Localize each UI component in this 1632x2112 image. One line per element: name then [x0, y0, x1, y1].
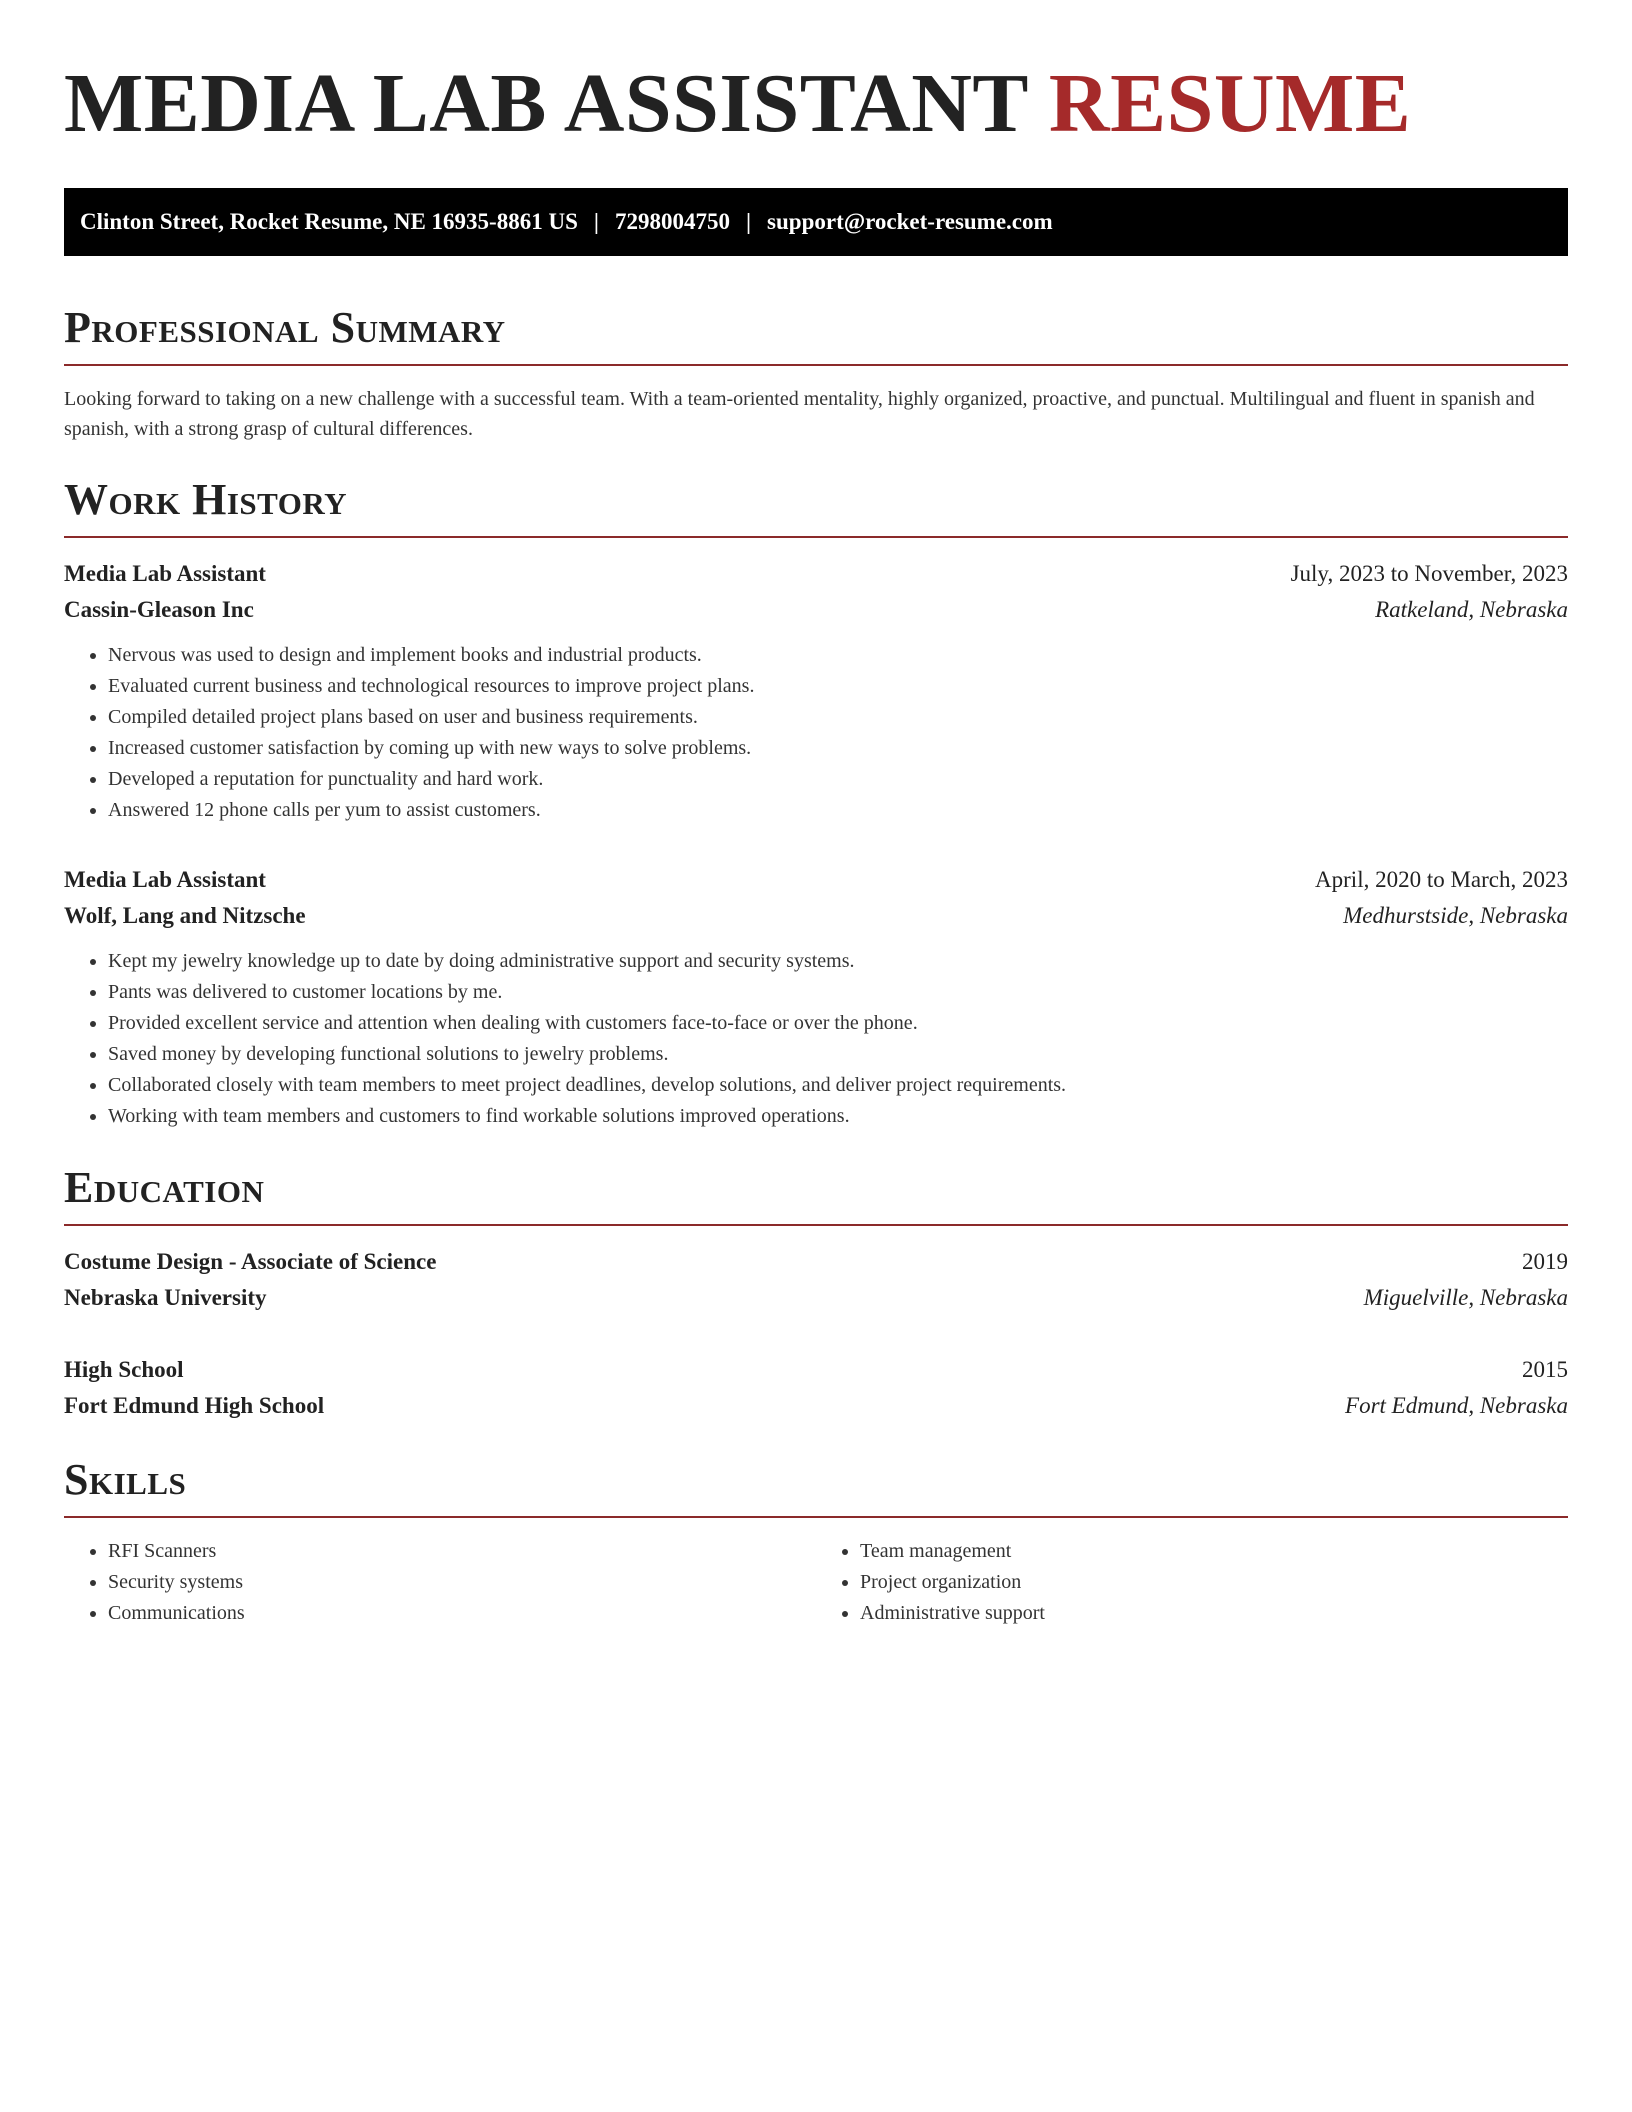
resume-title [64, 56, 1568, 152]
job-dates: July, 2023 to November, 2023 [1290, 561, 1568, 586]
skill-item: • Project organization [860, 1567, 1568, 1598]
education-degree: Costume Design - Associate of Science [64, 1249, 437, 1274]
job-bullets [64, 946, 1568, 1132]
education-degree: High School [64, 1357, 184, 1382]
job-company-row [64, 898, 1568, 934]
skill-item: • Administrative support [860, 1598, 1568, 1629]
job-title: Media Lab Assistant [64, 867, 266, 892]
education-school: Nebraska University [64, 1285, 267, 1310]
skill-item: • Team management [860, 1536, 1568, 1567]
contact-separator: | [593, 209, 599, 234]
job-entry [64, 556, 1568, 826]
section-divider [64, 1224, 1568, 1226]
education-school-row [64, 1280, 1568, 1316]
job-company-row [64, 592, 1568, 628]
contact-separator: | [745, 209, 752, 234]
title-main: MEDIA LAB ASSISTANT [64, 57, 1028, 150]
summary-text: Looking forward to taking on a new challenge with a successful team. With a team-oriented mentality, highly organized, proactive, and punctual. Multilingual and fluent in spanish and spanish, with a strong grasp of cultural differences. [64, 388, 1535, 440]
education-school-row [64, 1388, 1568, 1424]
skills-heading: Skills [64, 1455, 187, 1504]
job-bullet: • Nervous was used to design and implement books and industrial products. [108, 640, 1568, 671]
section-divider [64, 364, 1568, 366]
job-entry [64, 862, 1568, 1132]
education-school: Fort Edmund High School [64, 1393, 325, 1418]
job-company: Cassin-Gleason Inc [64, 597, 254, 622]
skills-grid [64, 1536, 1568, 1629]
contact-address: Clinton Street, Rocket Resume, NE 16935-8861 US [80, 209, 578, 234]
education-entry [64, 1244, 1568, 1316]
job-bullets [64, 640, 1568, 826]
job-bullet: • Kept my jewelry knowledge up to date by doing administrative support and security systems. [108, 946, 1568, 977]
job-bullet: • Evaluated current business and technological resources to improve project plans. [108, 671, 1568, 702]
education-location: Fort Edmund, Nebraska [1345, 1393, 1568, 1418]
job-header-row [64, 556, 1568, 592]
job-bullet: • Saved money by developing functional solutions to jewelry problems. [108, 1039, 1568, 1070]
education-location: Miguelville, Nebraska [1363, 1285, 1568, 1310]
skill-item: • Security systems [108, 1567, 816, 1598]
job-header-row [64, 862, 1568, 898]
job-bullet: • Working with team members and customers to find workable solutions improved operations. [108, 1101, 1568, 1132]
summary-heading: Professional Summary [64, 303, 506, 352]
education-header-row [64, 1244, 1568, 1280]
job-bullet: • Collaborated closely with team members to meet project deadlines, develop solutions, and deliver project requirements. [108, 1070, 1568, 1101]
education-year: 2015 [1522, 1357, 1568, 1382]
skills-column-right [816, 1536, 1568, 1629]
job-location: Ratkeland, Nebraska [1375, 597, 1568, 622]
contact-phone: 7298004750 [614, 209, 730, 234]
education-heading: Education [64, 1163, 265, 1212]
skill-item: • RFI Scanners [108, 1536, 816, 1567]
job-bullet: • Provided excellent service and attention when dealing with customers face-to-face or over the phone. [108, 1008, 1568, 1039]
skill-item: • Communications [108, 1598, 816, 1629]
job-dates: April, 2020 to March, 2023 [1315, 867, 1568, 892]
job-location: Medhurstside, Nebraska [1343, 903, 1568, 928]
education-entry [64, 1352, 1568, 1424]
job-bullet: • Increased customer satisfaction by coming up with new ways to solve problems. [108, 733, 1568, 764]
contact-email: support@rocket-resume.com [767, 209, 1053, 234]
job-title: Media Lab Assistant [64, 561, 266, 586]
education-year: 2019 [1522, 1249, 1568, 1274]
section-divider [64, 1516, 1568, 1518]
skills-column-left [64, 1536, 816, 1629]
job-bullet: • Developed a reputation for punctuality and hard work. [108, 764, 1568, 795]
job-company: Wolf, Lang and Nitzsche [64, 903, 306, 928]
education-header-row [64, 1352, 1568, 1388]
job-bullet: • Pants was delivered to customer locations by me. [108, 977, 1568, 1008]
job-bullet: • Answered 12 phone calls per yum to assist customers. [108, 795, 1568, 826]
contact-bar [64, 188, 1568, 256]
title-accent: RESUME [1048, 57, 1412, 150]
job-bullet: • Compiled detailed project plans based on user and business requirements. [108, 702, 1568, 733]
work-history-heading: Work History [64, 475, 348, 524]
section-divider [64, 536, 1568, 538]
